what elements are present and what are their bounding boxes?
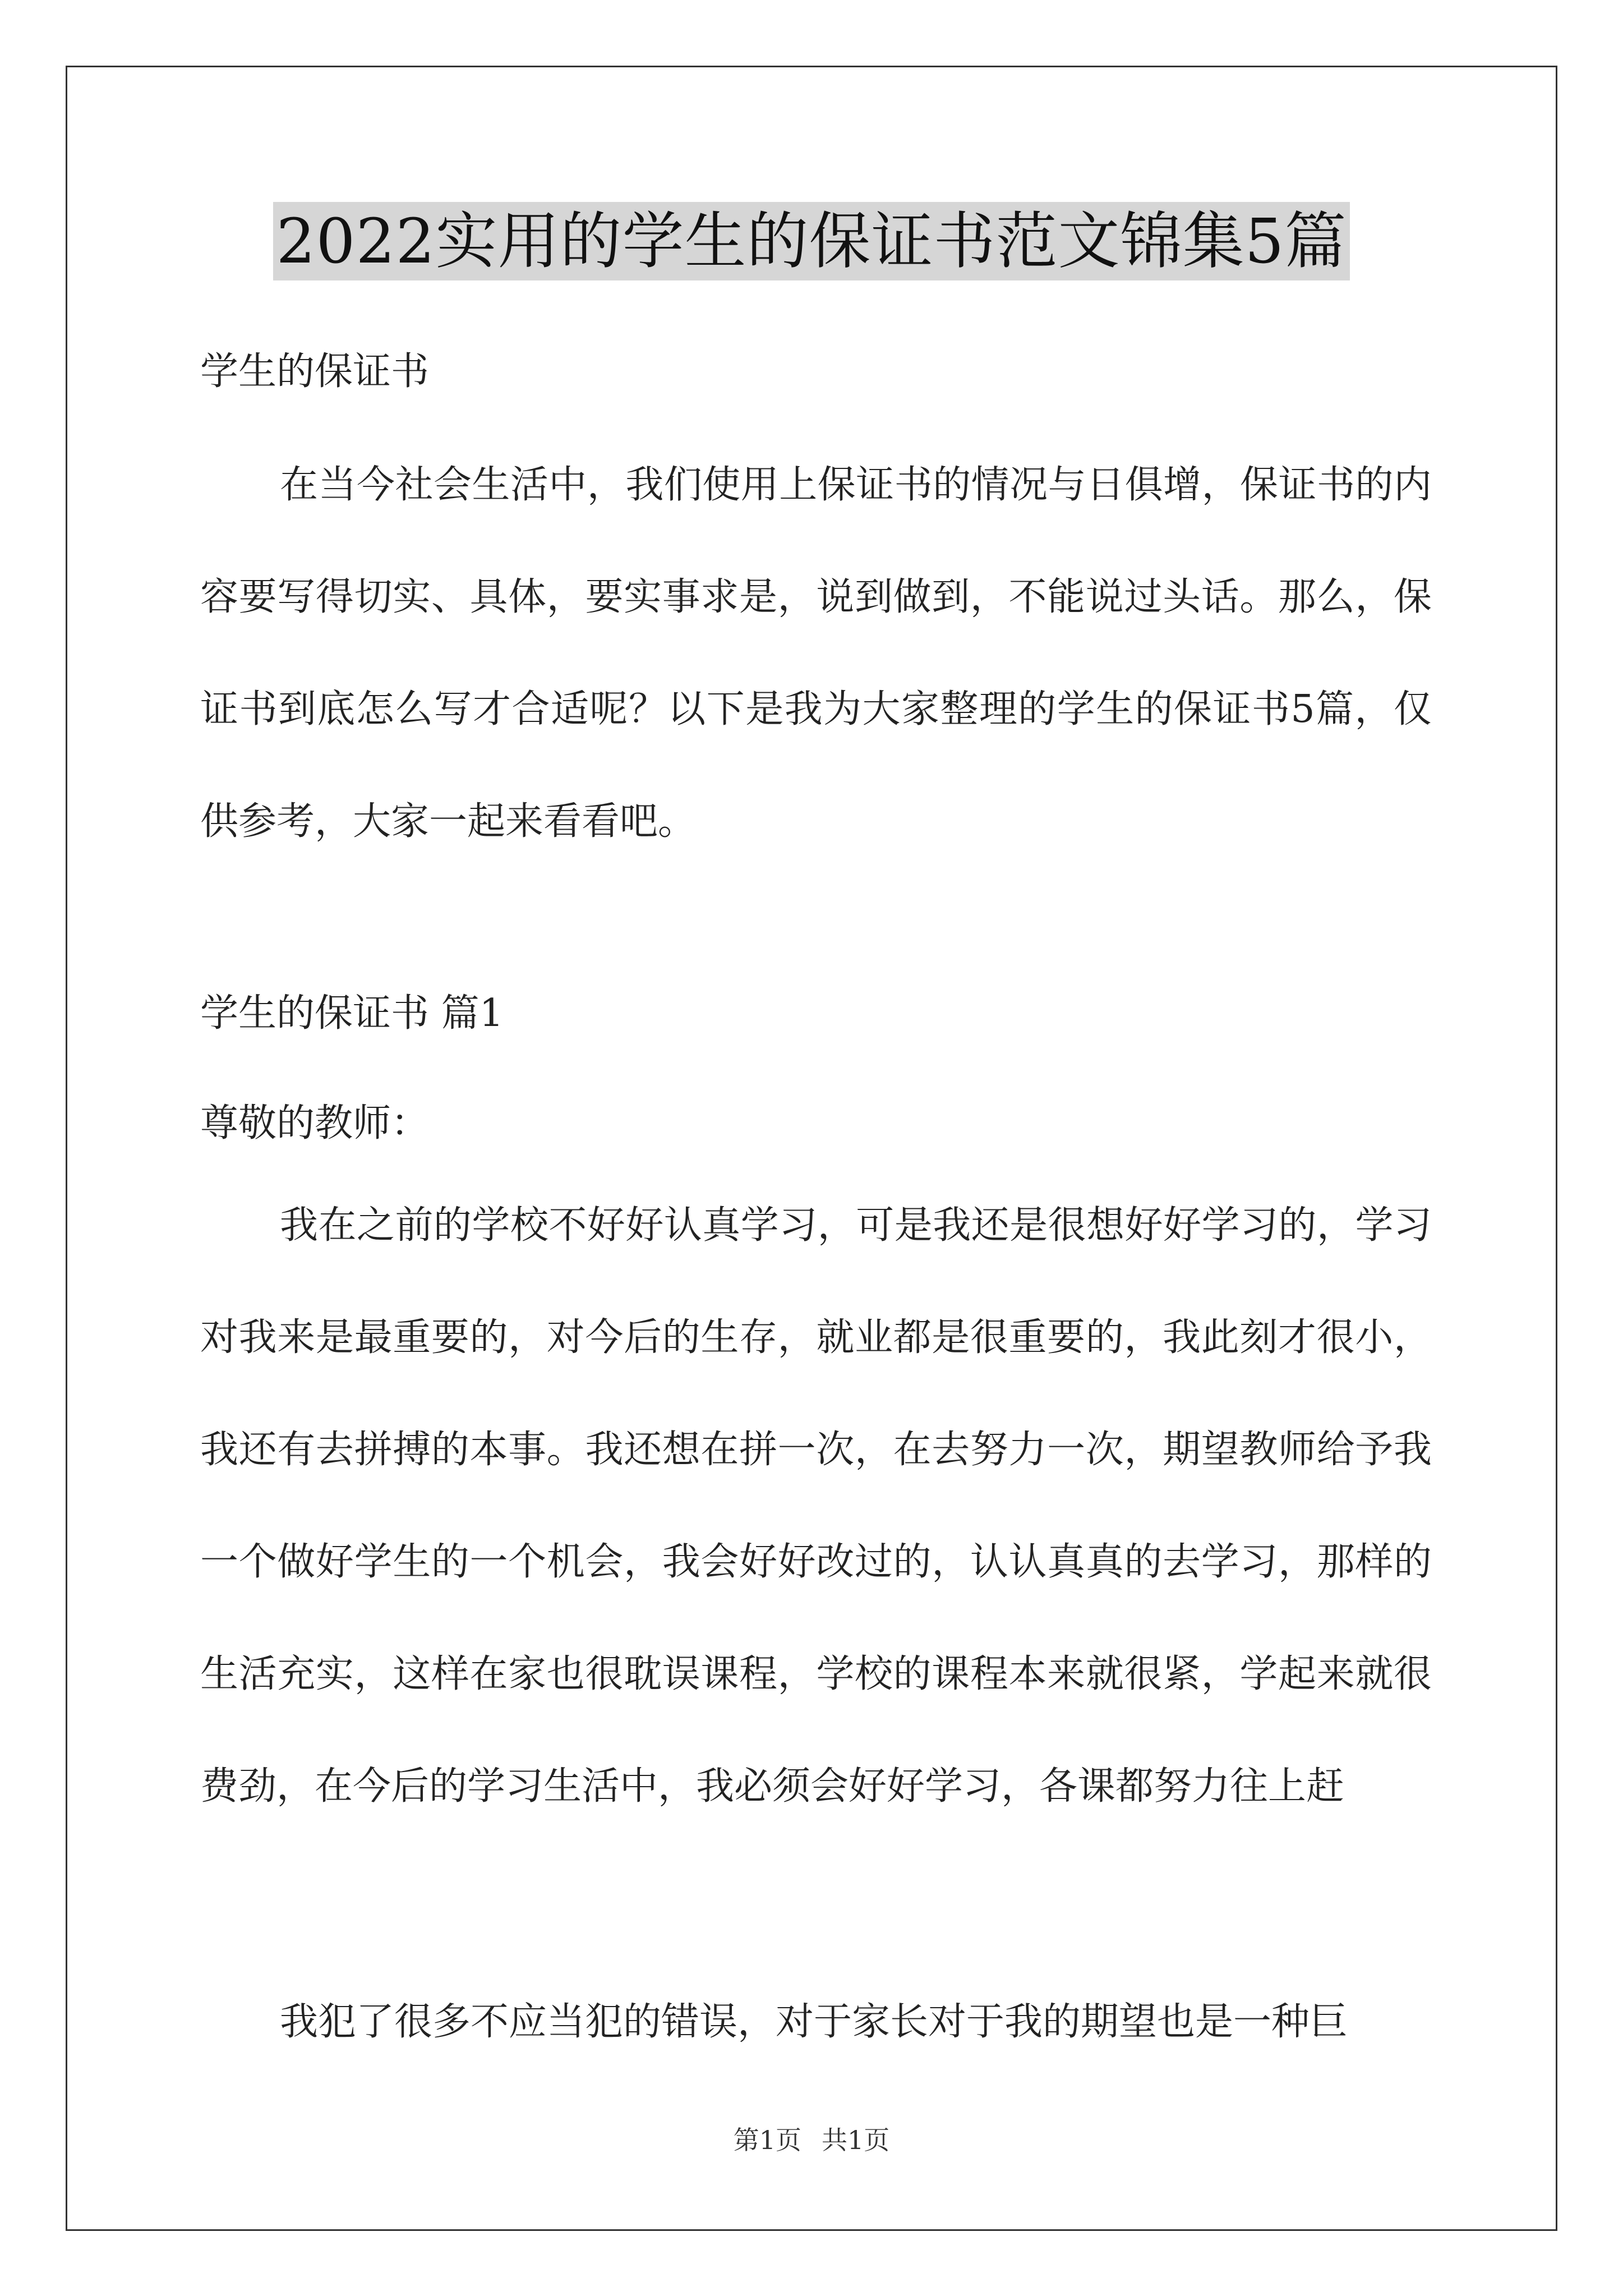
body-paragraph-1: 我在之前的学校不好好认真学习，可是我还是很想好好学习的，学习对我来是最重要的，对今后的生存，就业都是很重要的，我此刻才很小，我还有去拼搏的本事。我还想在拼一次，在去努力一次，期望教师给予我一个做好学生的一个机会，我会好好改过的，认认真真的去学习，那样的生活充实，这样在家也很耽误课程，学校的课程本来就很紧，学起来就很费劲，在今后的学习生活中，我必须会好好学习，各课都努力往上赶 xyxy=(200,1203,1432,1809)
document-title: 2022实用的学生的保证书范文锦集5篇 xyxy=(273,202,1350,280)
body-paragraph-2: 我犯了很多不应当犯的错误，对于家长对于我的期望也是一种巨 xyxy=(280,2000,1348,2044)
intro-paragraph: 在当今社会生活中，我们使用上保证书的情况与日俱增，保证书的内容要写得切实、具体，要实事求是，说到做到，不能说过头话。那么，保证书到底怎么写才合适呢？以下是我为大家整理的学生的保证书5篇，仅供参考，大家一起来看看吧。 xyxy=(200,463,1432,844)
page-footer xyxy=(0,2123,1623,2157)
page-total: 共1页 xyxy=(822,2125,890,2155)
section-heading: 学生的保证书 篇1 xyxy=(200,991,504,1036)
salutation: 尊敬的教师： xyxy=(200,1101,430,1145)
intro-heading: 学生的保证书 xyxy=(200,349,430,394)
title-container xyxy=(0,202,1623,280)
page-number: 第1页 xyxy=(733,2125,801,2155)
